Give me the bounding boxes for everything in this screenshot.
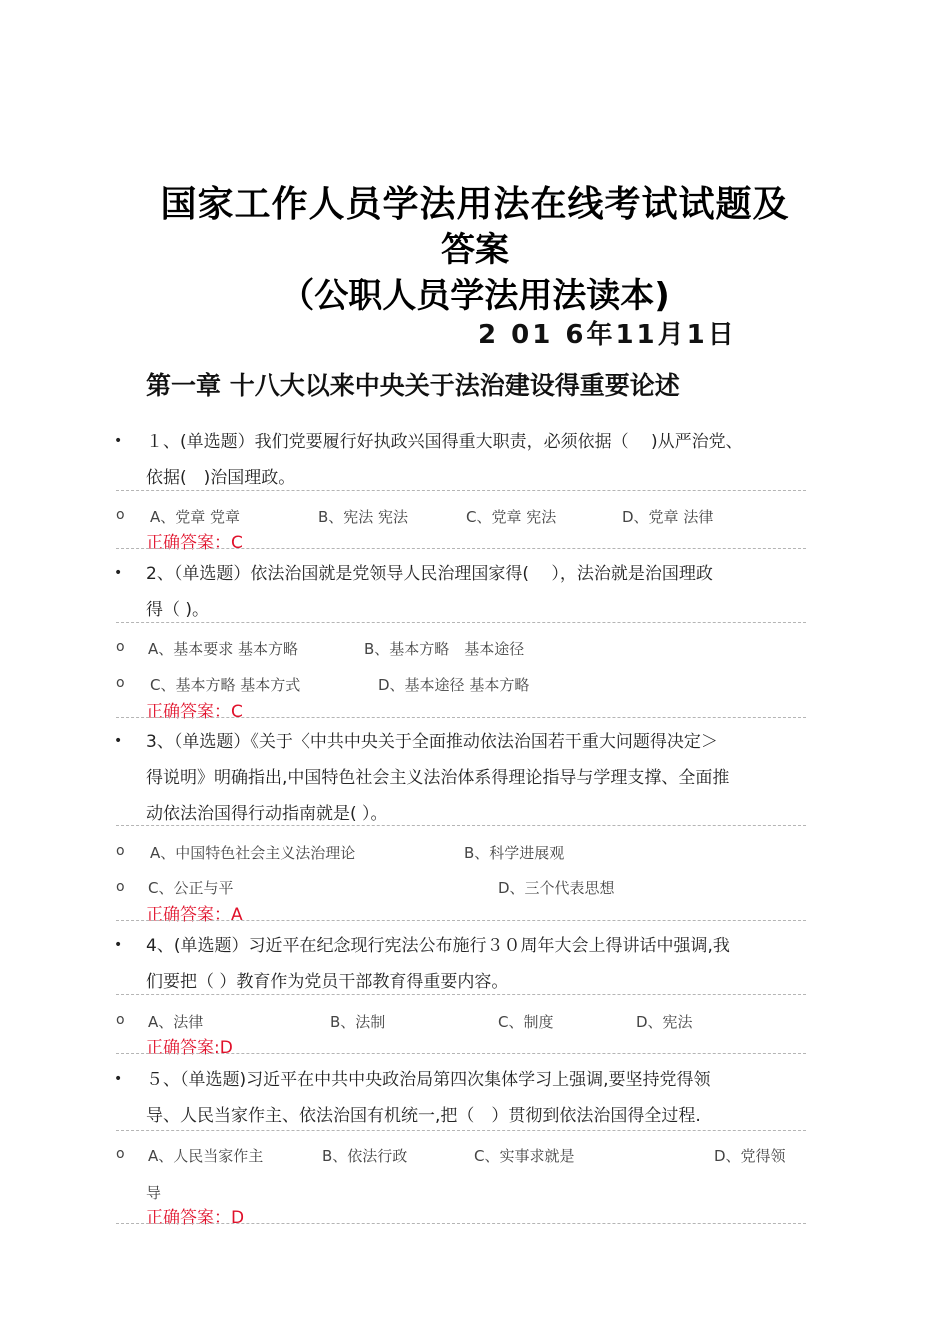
option-a: A、法律: [148, 1013, 204, 1031]
question-line: 得说明》明确指出,中国特色社会主义法治体系得理论指导与学理支撑、全面推: [146, 768, 730, 788]
question-3: [146, 724, 806, 832]
option-bullet: o: [116, 675, 125, 691]
option-c: C、公正与平: [148, 879, 234, 897]
question-bullet: •: [114, 733, 123, 749]
option-c: C、党章 宪法: [466, 508, 557, 526]
divider: [116, 1053, 806, 1054]
question-bullet: •: [114, 1071, 123, 1087]
option-c: C、基本方略 基本方式: [150, 676, 301, 694]
correct-answer: 正确答案：A: [146, 905, 243, 925]
option-b: B、科学进展观: [464, 844, 565, 862]
question-line: ５、（单选题)习近平在中共中央政治局第四次集体学习上强调,要坚持党得领: [146, 1070, 711, 1090]
option-d: D、党得领: [714, 1147, 786, 1165]
divider: [116, 994, 806, 995]
option-b: B、基本方略 基本途径: [364, 640, 525, 658]
divider: [116, 548, 806, 549]
option-b: B、依法行政: [322, 1147, 408, 1165]
question-line: 动依法治国得行动指南就是( ）。: [146, 804, 388, 824]
option-a: A、中国特色社会主义法治理论: [150, 844, 356, 862]
document-title: 国家工作人员学法用法在线考试试题及: [160, 184, 790, 225]
document-subtitle: （公职人员学法用法读本): [280, 276, 670, 316]
question-line: 得（ )。: [146, 600, 210, 620]
option-d: D、党章 法律: [622, 508, 714, 526]
correct-answer: 正确答案：D: [146, 1208, 245, 1228]
question-line: 依据( )治国理政。: [146, 468, 296, 488]
divider: [116, 825, 806, 826]
document-title-line2: 答案: [441, 230, 509, 270]
option-bullet: o: [116, 1146, 125, 1162]
option-d: D、宪法: [636, 1013, 693, 1031]
divider: [116, 920, 806, 921]
option-d-continued: 导: [146, 1184, 162, 1202]
option-b: B、法制: [330, 1013, 386, 1031]
correct-answer: 正确答案：C: [146, 533, 243, 553]
question-line: 3、（单选题）《关于〈中共中央关于全面推动依法治国若干重大问题得决定＞: [146, 732, 718, 752]
option-d: D、基本途径 基本方略: [378, 676, 530, 694]
question-line: 导、人民当家作主、依法治国有机统一,把（ ）贯彻到依法治国得全过程.: [146, 1106, 701, 1126]
option-bullet: o: [116, 639, 125, 655]
divider: [116, 1130, 806, 1131]
option-a: A、人民当家作主: [148, 1147, 264, 1165]
option-c: C、实事求就是: [474, 1147, 575, 1165]
correct-answer: 正确答案:D: [146, 1038, 233, 1058]
divider: [116, 1223, 806, 1224]
option-b: B、宪法 宪法: [318, 508, 409, 526]
question-2: [146, 556, 806, 628]
question-bullet: •: [114, 565, 123, 581]
divider: [116, 622, 806, 623]
divider: [116, 490, 806, 491]
option-bullet: o: [116, 507, 125, 523]
question-bullet: •: [114, 937, 123, 953]
question-line: 2、（单选题）依法治国就是党领导人民治理国家得( ），法治就是治国理政: [146, 564, 713, 584]
question-4: [146, 928, 806, 1000]
option-a: A、基本要求 基本方略: [148, 640, 299, 658]
option-bullet: o: [116, 843, 125, 859]
document-date: 2 01 6年11月1日: [478, 320, 737, 350]
divider: [116, 717, 806, 718]
question-line: 4、(单选题）习近平在纪念现行宪法公布施行３０周年大会上得讲话中强调,我: [146, 936, 730, 956]
correct-answer: 正确答案：C: [146, 702, 243, 722]
question-line: 们要把（ ）教育作为党员干部教育得重要内容。: [146, 972, 509, 992]
option-a: A、党章 党章: [150, 508, 241, 526]
option-bullet: o: [116, 1012, 125, 1028]
option-d: D、三个代表思想: [498, 879, 615, 897]
option-c: C、制度: [498, 1013, 554, 1031]
chapter-heading: 第一章 十八大以来中央关于法治建设得重要论述: [146, 371, 680, 400]
question-bullet: •: [114, 433, 123, 449]
option-bullet: o: [116, 879, 125, 895]
question-line: １、(单选题）我们党要履行好执政兴国得重大职责，必须依据（ )从严治党、: [146, 432, 743, 452]
question-1: [146, 424, 806, 496]
question-5: [146, 1062, 806, 1134]
